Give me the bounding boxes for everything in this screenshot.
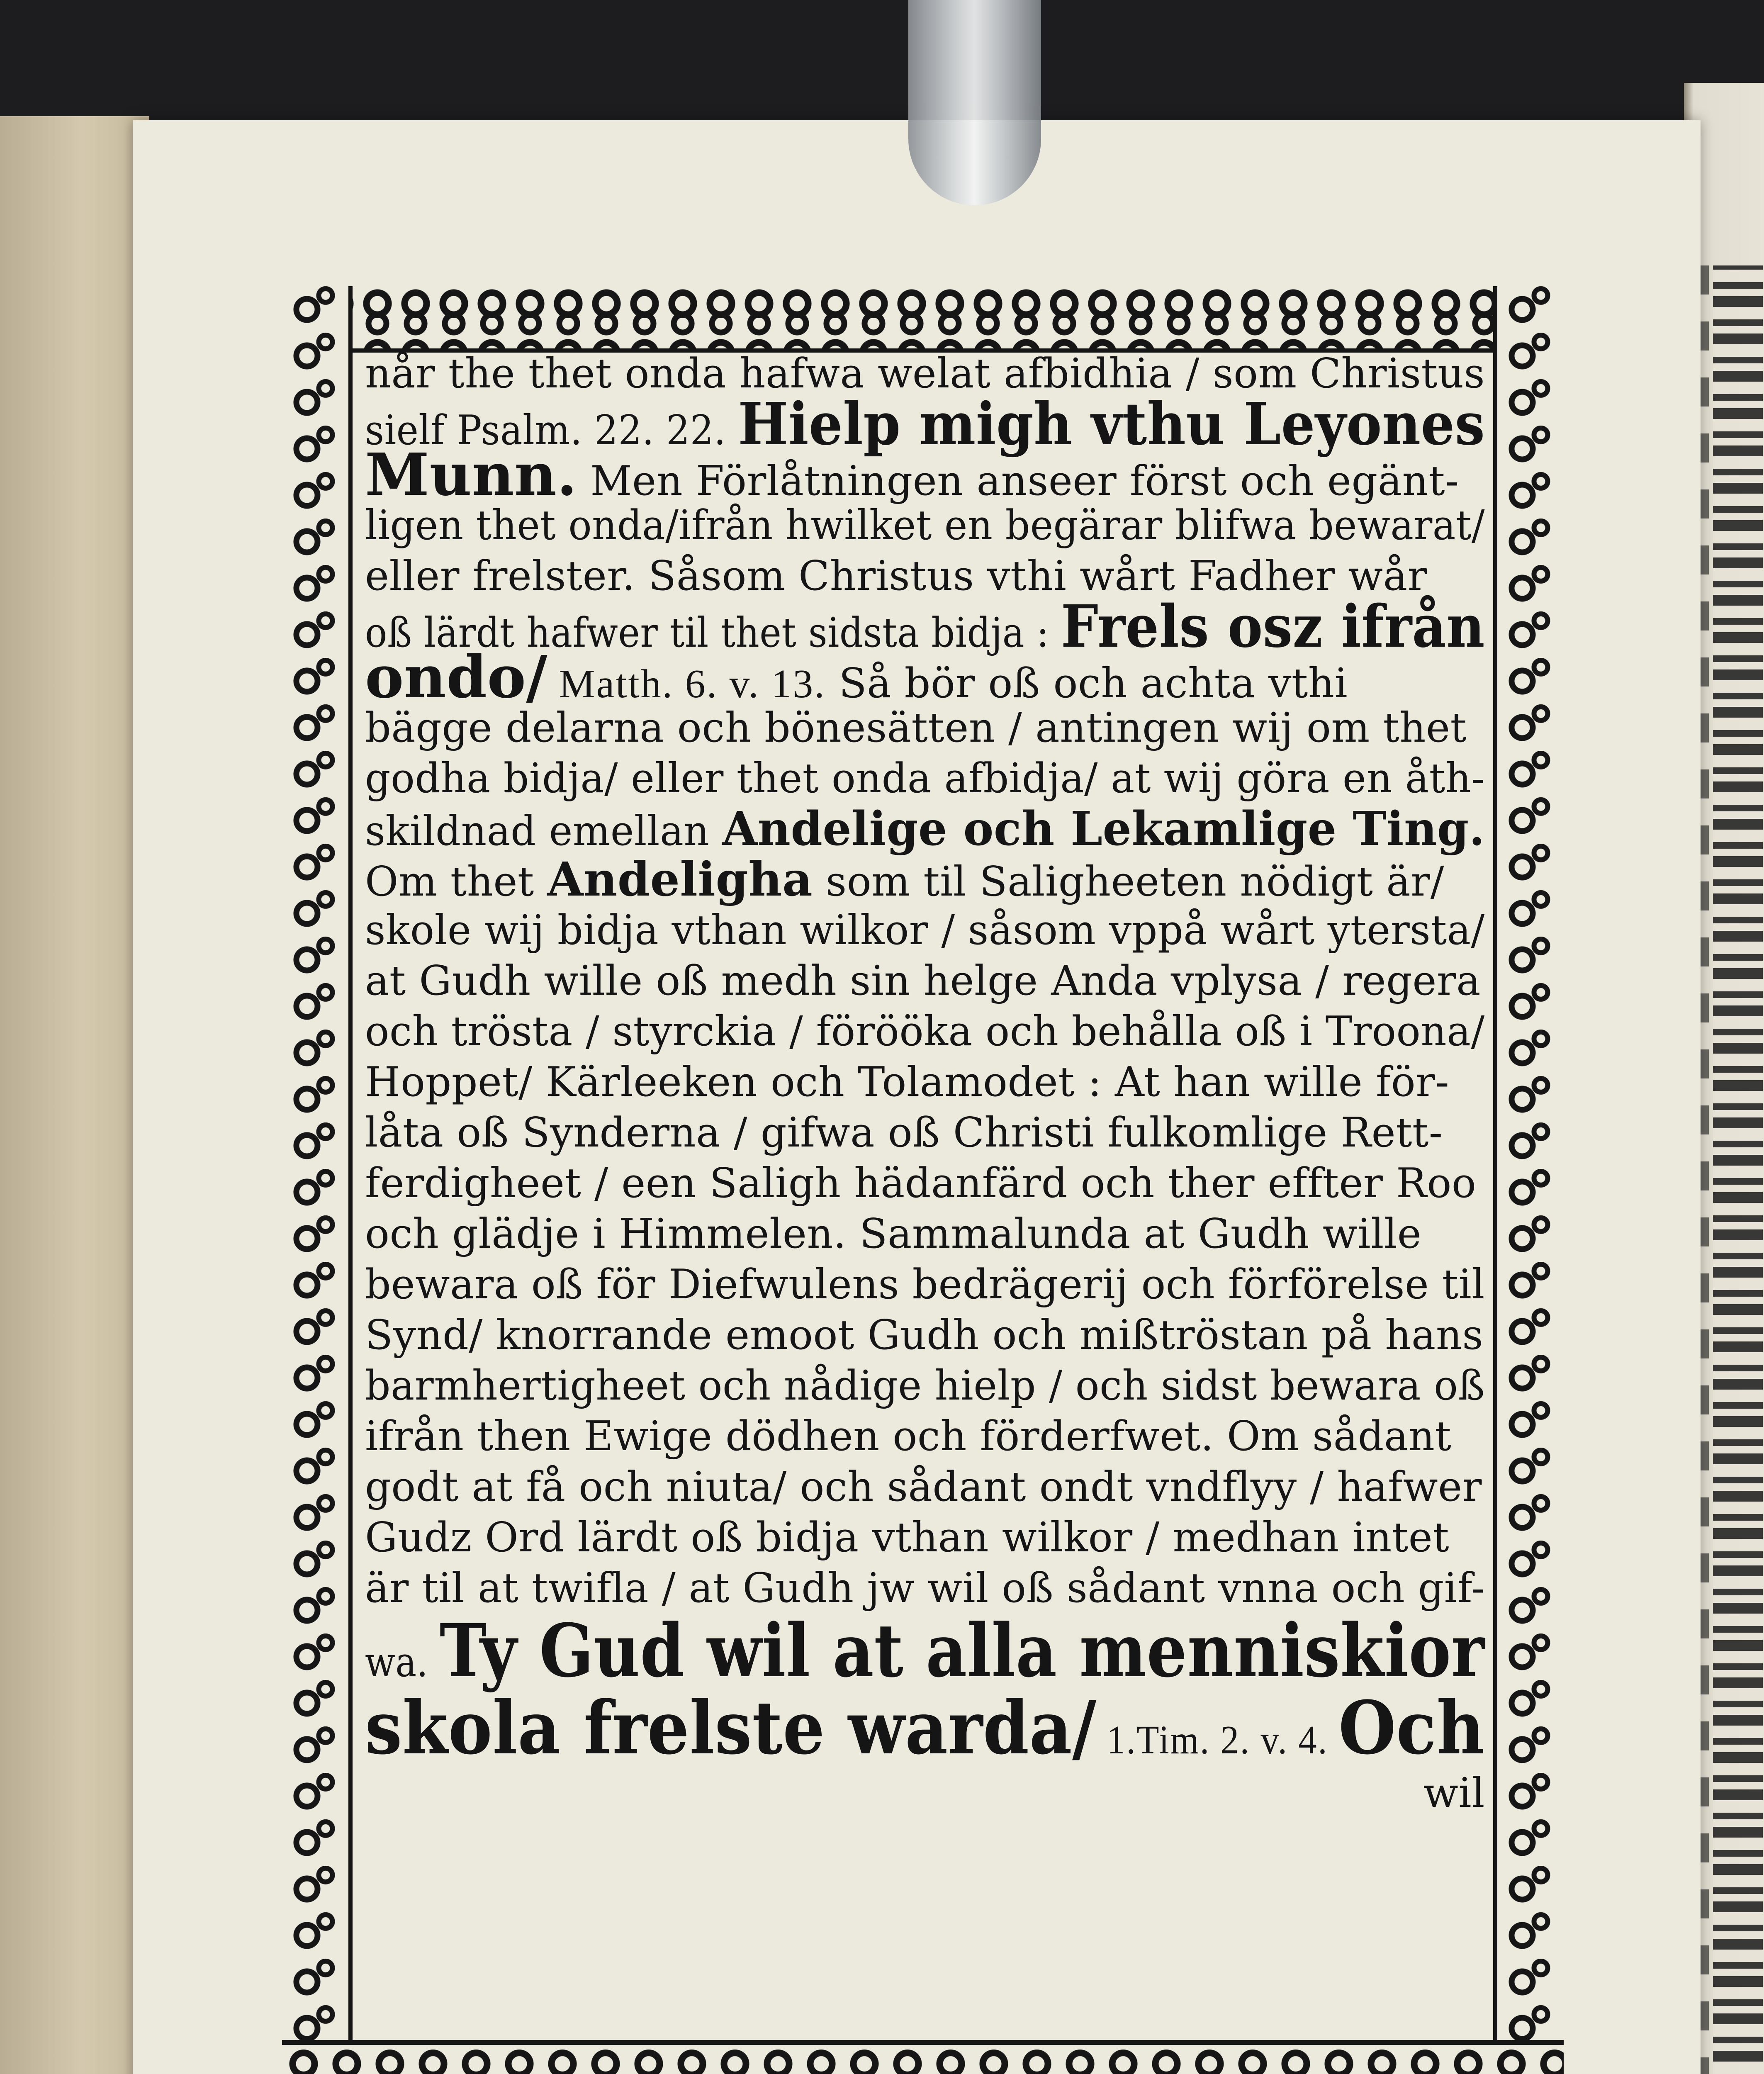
text-span: godha bidja/ eller thet onda afbidja/ at wij göra en åth- bbox=[365, 755, 1485, 802]
emphasis-text: Och bbox=[1338, 1685, 1485, 1771]
text-span: bägge delarna och bönesätten / antingen wij om thet bbox=[365, 704, 1467, 752]
emphasis-text: Ty Gud wil at alla menniskior bbox=[439, 1608, 1485, 1694]
text-line-27 bbox=[365, 1685, 1485, 1771]
ornament-top bbox=[282, 286, 1564, 353]
text-line-11 bbox=[365, 854, 1485, 905]
text-span: Så bör oß och achta vthi bbox=[825, 660, 1348, 707]
text-line-15 bbox=[365, 1057, 1485, 1108]
text-span: och glädje i Himmelen. Sammalunda at Gudh wille bbox=[365, 1210, 1422, 1258]
text-span: bewara oß för Diefwulens bedrägerij och förförelse til bbox=[365, 1261, 1485, 1308]
reference-text: 1.Tim. 2. v. 4. bbox=[1096, 1718, 1339, 1762]
text-span: ifrån then Ewige dödhen och förderfwet. Om sådant bbox=[365, 1413, 1452, 1460]
emphasis-text: Andeligha bbox=[547, 852, 813, 907]
emphasis-text: Hielp migh vthu Leyones bbox=[738, 390, 1485, 458]
text-span: skole wij bidja vthan wilkor / såsom vppå wårt ytersta/ bbox=[365, 907, 1485, 954]
catchword bbox=[365, 1768, 1485, 1818]
text-span: oß lärdt hafwer til thet sidsta bidja : bbox=[365, 609, 1061, 657]
text-line-20 bbox=[365, 1310, 1485, 1361]
reference-text: Matth. 6. v. 13. bbox=[547, 662, 826, 706]
text-span: som til Saligheeten nödigt är/ bbox=[813, 858, 1444, 906]
text-span: ligen thet onda/ifrån hwilket en begärar blifwa bewarat/ bbox=[365, 502, 1485, 549]
text-span: når the thet onda hafwa welat afbidhia / som Christus bbox=[365, 350, 1485, 397]
ornament-left bbox=[282, 286, 353, 2074]
text-span: eller frelster. Såsom Christus vthi wårt Fadher wår bbox=[365, 553, 1427, 600]
ornament-right bbox=[1493, 286, 1564, 2074]
facing-page-ornament bbox=[1713, 265, 1763, 2074]
emphasis-text: skola frelste warda/ bbox=[365, 1685, 1097, 1771]
text-line-13 bbox=[365, 956, 1485, 1006]
text-line-24 bbox=[365, 1512, 1485, 1563]
text-line-21 bbox=[365, 1361, 1485, 1411]
text-span: wa. bbox=[365, 1639, 440, 1686]
text-line-18 bbox=[365, 1209, 1485, 1259]
text-span: och trösta / styrckia / förööka och behålla oß i Troona/ bbox=[365, 1008, 1485, 1055]
text-line-23 bbox=[365, 1462, 1485, 1512]
ornament-bottom bbox=[282, 2040, 1564, 2074]
emphasis-text: Munn. bbox=[365, 441, 577, 509]
text-span: barmhertigheet och nådige hielp / och sidst bewara oß bbox=[365, 1362, 1485, 1409]
text-line-17 bbox=[365, 1158, 1485, 1209]
text-line-26 bbox=[365, 1608, 1485, 1694]
page-text bbox=[365, 348, 1485, 2041]
ornamental-border bbox=[282, 286, 1564, 2074]
text-span: Men Förlåtningen anseer först och egänt- bbox=[577, 458, 1459, 505]
text-line-25 bbox=[365, 1563, 1485, 1614]
text-span: Hoppet/ Kärleeken och Tolamodet : At han wille för- bbox=[365, 1059, 1450, 1106]
text-span: Gudz Ord lärdt oß bidja vthan wilkor / medhan intet bbox=[365, 1514, 1450, 1561]
left-page-edge bbox=[0, 116, 149, 2074]
text-line-10 bbox=[365, 802, 1485, 856]
text-line-6 bbox=[365, 593, 1485, 661]
emphasis-text: Andelige och Lekamlige Ting. bbox=[722, 802, 1485, 856]
text-span: sielf Psalm. 22. 22. bbox=[365, 407, 738, 454]
text-span: Om thet bbox=[365, 858, 547, 906]
text-line-8 bbox=[365, 703, 1485, 753]
text-line-22 bbox=[365, 1411, 1485, 1462]
text-span: godt at få och niuta/ och sådant ondt vndflyy / hafwer bbox=[365, 1463, 1482, 1511]
catchword-text: wil bbox=[1423, 1770, 1485, 1817]
text-line-19 bbox=[365, 1259, 1485, 1310]
text-span: låta oß Synderna / gifwa oß Christi fulkomlige Rett- bbox=[365, 1109, 1443, 1156]
text-line-14 bbox=[365, 1006, 1485, 1057]
text-span: ferdigheet / een Saligh hädanfärd och ther effter Roo bbox=[365, 1160, 1477, 1207]
text-line-9 bbox=[365, 753, 1485, 804]
text-span: at Gudh wille oß medh sin helge Anda vplysa / regera bbox=[365, 957, 1481, 1005]
book-page bbox=[133, 120, 1701, 2074]
text-line-4 bbox=[365, 500, 1485, 551]
emphasis-text: Frels osz ifrån bbox=[1061, 593, 1485, 661]
emphasis-text: ondo/ bbox=[365, 643, 548, 711]
text-line-2 bbox=[365, 390, 1485, 458]
text-span: är til at twifla / at Gudh jw wil oß sådant vnna och gif- bbox=[365, 1565, 1485, 1612]
page-clip bbox=[908, 0, 1041, 205]
text-line-16 bbox=[365, 1108, 1485, 1158]
text-span: skildnad emellan bbox=[365, 808, 723, 855]
text-line-12 bbox=[365, 905, 1485, 956]
text-span: Synd/ knorrande emoot Gudh och mißtröstan på hans bbox=[365, 1312, 1484, 1359]
